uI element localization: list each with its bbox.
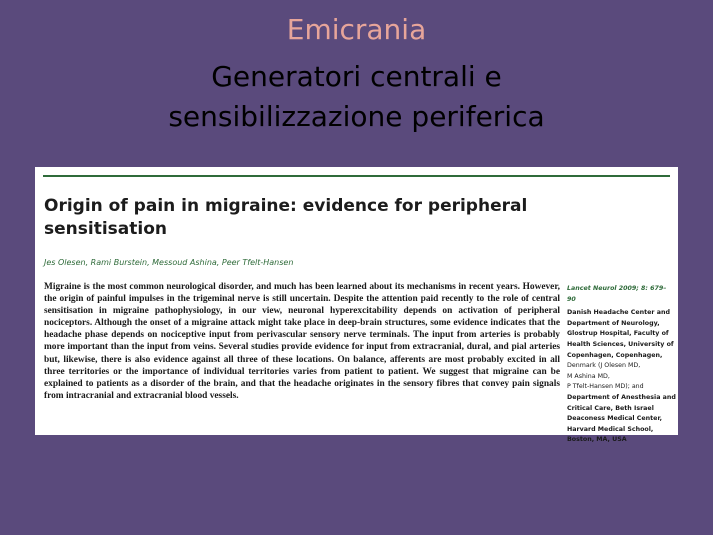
paper-abstract [44, 281, 560, 402]
affiliation-line: Department of Neurology, [567, 319, 660, 327]
affiliation-list [567, 308, 676, 446]
slide-subtitle-line-1: Generatori centrali e [211, 60, 502, 93]
affiliation-line: Boston, MA, USA [567, 436, 627, 444]
affiliation-line: P Tfelt-Hansen MD); and [567, 383, 644, 391]
affiliation-line: Denmark (J Olesen MD, [567, 362, 641, 370]
affiliation-line: Glostrup Hospital, Faculty of [567, 330, 669, 338]
affiliation-line: Danish Headache Center and [567, 309, 670, 317]
affiliation-line: M Ashina MD, [567, 372, 610, 380]
slide-title: Emicrania [286, 13, 427, 46]
journal-citation: Lancet Neurol 2009; 8: 679–90 [567, 285, 667, 303]
paper-abstract-text: Migraine is the most common neurological disorder, and much has been learned about its mechanisms in recent years. However, the origin of painful impulses in the trigeminal nerve is still uncertain. Despite the attention paid recently to the role of central sensitisation in migraine pathophysiology, in our view, neuronal hyperexcitability depends on activation of peripheral nociceptors. Although the onset of a migraine attack might take place in deep-brain structures, some evidence indicates that the headache phase depends on nociceptive input from perivascular sensory nerve terminals. The input from arteries is probably more important than the input from veins. Several studies provide evidence for input from extracranial, dural, and pial arteries but, likewise, there is also evidence against all three of these locations. On balance, afferents are most probably excited in all three territories or the importance of individual territories varies from patient to patient. We suggest that migraine can be explained to patients as a disorder of the brain, and that the headache originates in the sensory fibres that convey pain signals from intracranial and extracranial blood vessels. [44, 282, 560, 401]
affiliation-line: Department of Anesthesia and [567, 393, 676, 401]
paper-header-rule [43, 175, 670, 177]
paper-sidebar [567, 284, 676, 446]
affiliation-line: Health Sciences, University of [567, 340, 674, 348]
slide-subtitle-line-2: sensibilizzazione periferica [168, 100, 545, 133]
affiliation-line: Deaconess Medical Center, [567, 415, 663, 423]
paper-excerpt-image [35, 167, 678, 444]
affiliation-line: Copenhagen, Copenhagen, [567, 351, 663, 359]
slide-subtitle [0, 57, 713, 137]
affiliation-line: Critical Care, Beth Israel [567, 404, 654, 412]
affiliation-line: Harvard Medical School, [567, 425, 654, 433]
paper-title: Origin of pain in migraine: evidence for peripheral sensitisation [44, 196, 528, 239]
paper-authors: Jes Olesen, Rami Burstein, Messoud Ashina, Peer Tfelt-Hansen [44, 258, 294, 267]
